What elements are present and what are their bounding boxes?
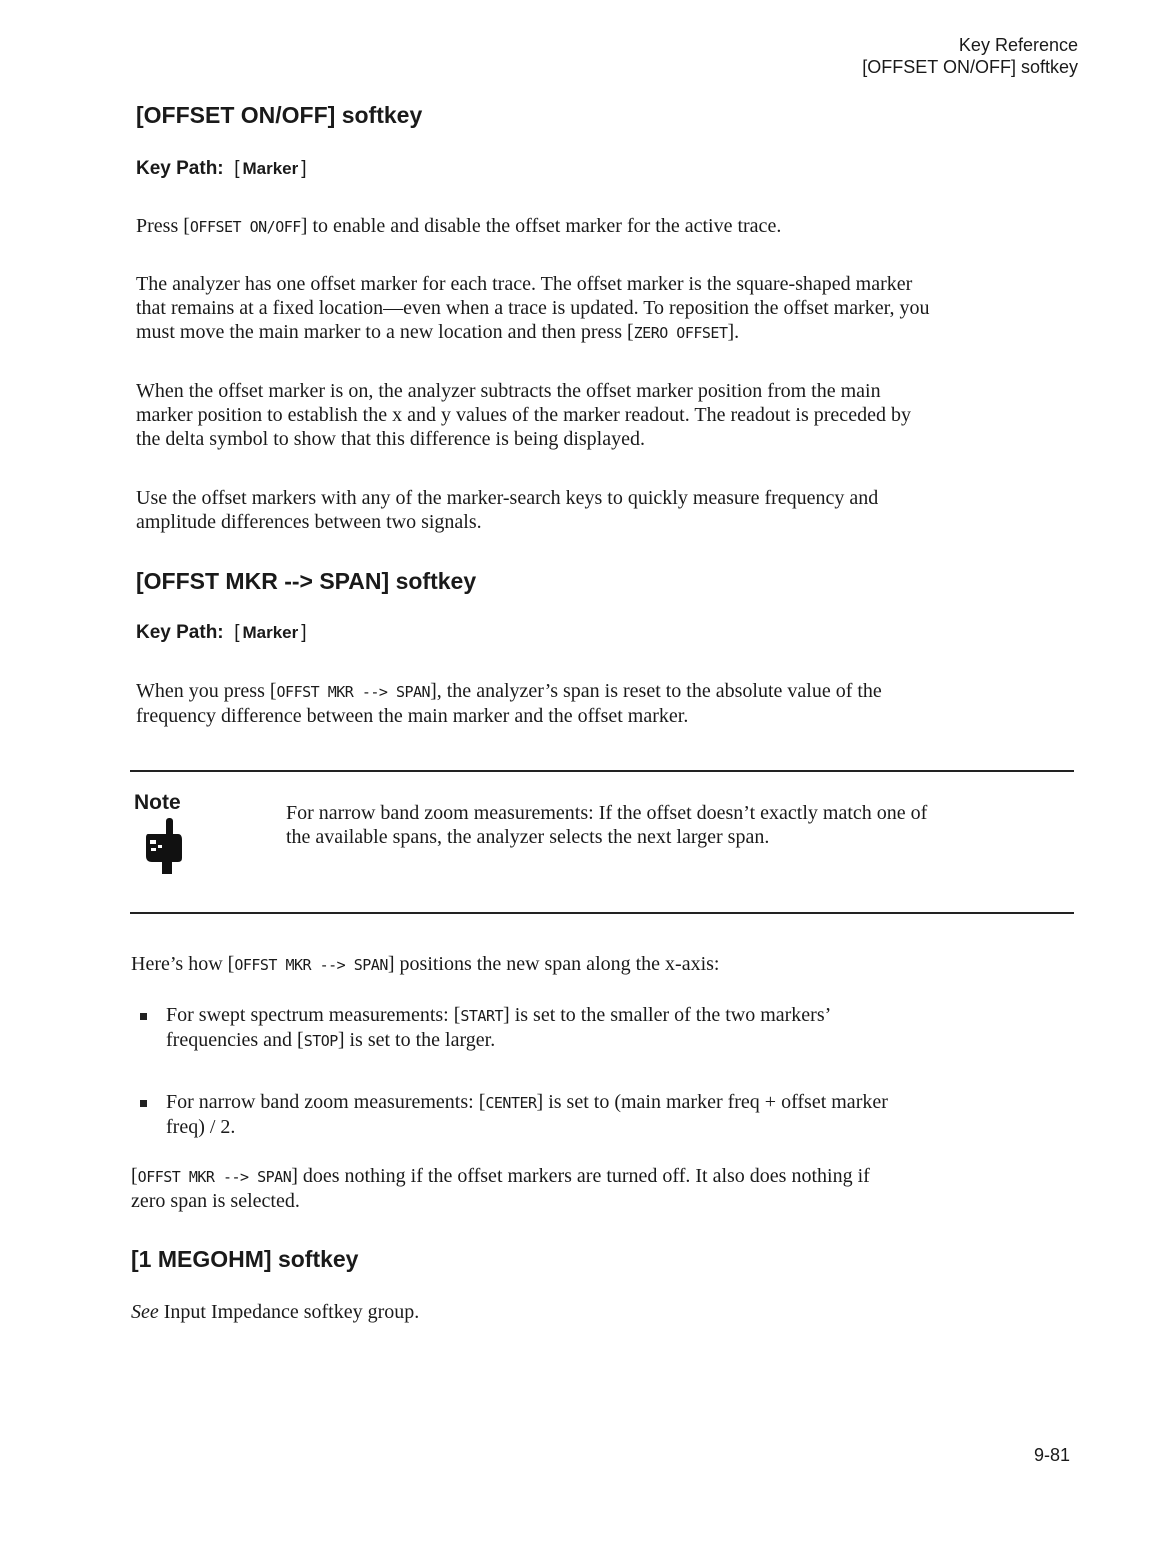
section-title-offst-mkr-span: [OFFST MKR --> SPAN] softkey bbox=[136, 568, 477, 594]
key-start: START bbox=[460, 1007, 504, 1025]
key-offst-mkr-span: OFFST MKR --> SPAN bbox=[137, 1168, 292, 1186]
key-offset-on-off: OFFSET ON/OFF bbox=[189, 218, 301, 236]
paragraph-offset-press: Press [OFFSET ON/OFF] to enable and disable the offset marker for the active trace. bbox=[136, 215, 782, 237]
paragraph-offset-description: The analyzer has one offset marker for each trace. The offset marker is the square-shaped marker that remains at a fixed location—even when a trace is updated. To reposition the offset marker, you must move the main marker to a new location and then press [ZERO OFFSET]. bbox=[136, 273, 930, 343]
key-zero-offset: ZERO OFFSET bbox=[633, 324, 728, 342]
running-head bbox=[862, 34, 1078, 78]
key-center: CENTER bbox=[485, 1094, 537, 1112]
keypath-offst-mkr-span: Key Path: [ Marker ] bbox=[136, 622, 307, 643]
keypath-label: Key Path: bbox=[136, 622, 224, 643]
bullet-narrow-band: For narrow band zoom measurements: [CENTER] is set to (main marker freq + offset marker freq) / 2. bbox=[166, 1091, 888, 1138]
key-stop: STOP bbox=[303, 1032, 338, 1050]
note-text: For narrow band zoom measurements: If the offset doesn’t exactly match one of the available spans, the analyzer selects the next larger span. bbox=[286, 802, 928, 848]
key-offst-mkr-span: OFFST MKR --> SPAN bbox=[234, 956, 388, 974]
keypath-label: Key Path: bbox=[136, 158, 224, 179]
paragraph-see-input-impedance: See Input Impedance softkey group. bbox=[131, 1301, 420, 1323]
keypath-key-marker: Marker bbox=[242, 159, 299, 178]
bullet-marker bbox=[140, 1100, 147, 1107]
keypath-offset-on-off: Key Path: [ Marker ] bbox=[136, 158, 307, 179]
pointing-hand-icon bbox=[142, 818, 186, 876]
paragraph-span-positions: Here’s how [OFFST MKR --> SPAN] positions the new span along the x-axis: bbox=[131, 953, 720, 975]
bullet-marker bbox=[140, 1013, 147, 1020]
section-title-1-megohm: [1 MEGOHM] softkey bbox=[131, 1246, 359, 1272]
note-label: Note bbox=[134, 791, 181, 814]
note-bottom-rule bbox=[130, 912, 1074, 914]
page-number: 9-81 bbox=[1033, 1445, 1070, 1465]
section-title-offset-on-off: [OFFSET ON/OFF] softkey bbox=[136, 102, 423, 128]
see-word: See bbox=[131, 1301, 159, 1323]
key-offst-mkr-span: OFFST MKR --> SPAN bbox=[276, 683, 431, 701]
bullet-swept-spectrum: For swept spectrum measurements: [START] is set to the smaller of the two markers’ frequencies and [STOP] is set to the larger. bbox=[166, 1004, 832, 1051]
keypath-key-marker: Marker bbox=[242, 623, 299, 642]
running-head-line2: [OFFSET ON/OFF] softkey bbox=[862, 57, 1078, 77]
paragraph-offset-subtract: When the offset marker is on, the analyzer subtracts the offset marker position from the main marker position to establish the x and y values of the marker readout. The readout is preceded by the delta symbol to show that this difference is being displayed. bbox=[136, 380, 911, 450]
note-top-rule bbox=[130, 770, 1074, 772]
running-head-line1: Key Reference bbox=[958, 35, 1078, 55]
paragraph-offst-mkr-press: When you press [OFFST MKR --> SPAN], the analyzer’s span is reset to the absolute value of the frequency difference between the main marker and the offset marker. bbox=[136, 680, 882, 727]
paragraph-offset-usage: Use the offset markers with any of the marker-search keys to quickly measure frequency and amplitude differences between two signals. bbox=[136, 487, 879, 533]
paragraph-does-nothing: [OFFST MKR --> SPAN] does nothing if the offset markers are turned off. It also does nothing if zero span is selected. bbox=[131, 1165, 870, 1212]
